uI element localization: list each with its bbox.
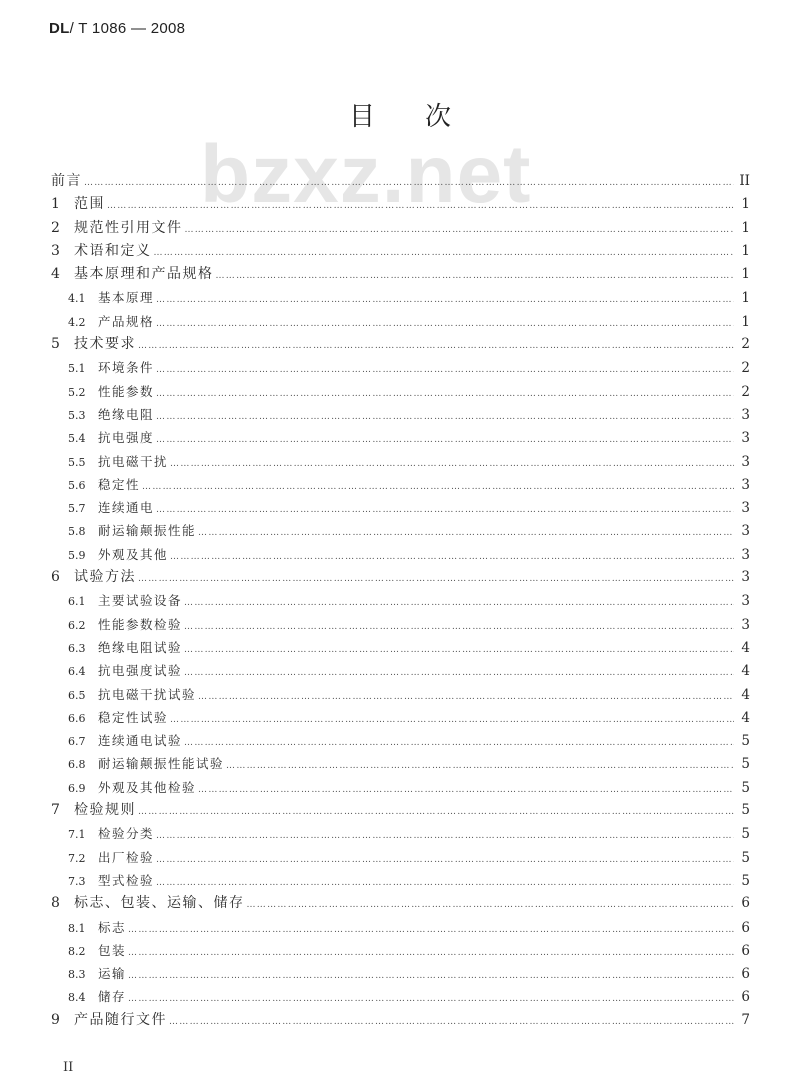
toc-entry-number: 5.6 [68,478,86,492]
toc-entry[interactable] [0,613,800,636]
toc-entry-label: 主要试验设备 [98,593,183,609]
toc-entry[interactable] [0,962,800,985]
toc-entry[interactable] [0,916,800,939]
toc-leader-dots [247,894,735,917]
toc-leader-dots [154,242,735,265]
toc-leader-dots [138,801,734,824]
toc-entry-label: 外观及其他检验 [98,779,197,795]
toc-entry[interactable] [0,543,800,566]
toc-entry-page: 6 [741,919,750,936]
toc-entry[interactable] [0,729,800,752]
toc-entry-number: 8 [51,895,60,912]
toc-entry-label: 性能参数检验 [98,616,183,632]
toc-entry[interactable] [0,706,800,729]
toc-entry-page: 3 [741,616,750,633]
toc-leader-dots [185,219,735,242]
toc-entry-label: 储存 [98,989,127,1005]
toc-entry-page: 4 [741,709,750,726]
document-header [49,20,185,37]
toc-entry-label: 技术要求 [74,336,136,353]
toc-entry-label: 标志 [98,919,127,935]
table-of-contents [0,170,800,1032]
toc-entry[interactable] [0,869,800,892]
toc-entry[interactable] [0,752,800,775]
toc-entry[interactable] [0,822,800,845]
toc-entry-number: 5.1 [68,362,86,376]
toc-entry-number: 5 [51,336,60,353]
standard-code: DL [49,20,70,37]
toc-entry-number: 5.4 [68,432,86,446]
toc-entry[interactable] [0,985,800,1008]
toc-entry[interactable] [0,310,800,333]
toc-leader-dots [138,335,734,358]
toc-entry[interactable] [0,566,800,589]
toc-entry-label: 基本原理和产品规格 [74,266,214,283]
toc-entry-page: 4 [741,639,750,656]
toc-entry[interactable] [0,636,800,659]
toc-entry-label: 术语和定义 [74,242,152,259]
toc-entry-label: 规范性引用文件 [74,219,183,236]
page-number: II [63,1060,74,1075]
toc-entry-label: 基本原理 [98,290,155,306]
toc-entry[interactable] [0,263,800,286]
toc-entry-label: 抗电强度 [98,430,155,446]
toc-entry-number: 5.5 [68,455,86,469]
toc-entry-number: 6.8 [68,758,86,772]
toc-entry-label: 范围 [74,196,105,213]
standard-number: / T 1086 — 2008 [69,20,186,37]
toc-entry-number: 9 [51,1011,60,1028]
toc-entry[interactable] [0,356,800,379]
toc-leader-dots [169,1011,734,1034]
toc-entry[interactable] [0,450,800,473]
toc-entry-label: 连续通电试验 [98,733,183,749]
toc-entry-number: 5.8 [68,525,86,539]
toc-entry-label: 绝缘电阻 [98,406,155,422]
toc-entry-page: 3 [741,593,750,610]
toc-entry[interactable] [0,286,800,309]
toc-entry-label: 包装 [98,942,127,958]
toc-entry-page: 5 [741,802,750,819]
toc-entry-page: 7 [741,1011,750,1028]
toc-entry-page: 5 [741,779,750,796]
toc-entry-page: 3 [741,453,750,470]
toc-entry-label: 抗电强度试验 [98,663,183,679]
toc-entry-number: 7 [51,802,60,819]
toc-entry-page: 1 [741,219,750,236]
toc-entry-page: 6 [741,942,750,959]
toc-entry-page: 1 [741,196,750,213]
toc-entry-label: 抗电磁干扰试验 [98,686,197,702]
toc-entry-number: 7.1 [68,828,86,842]
toc-entry-page: 3 [741,546,750,563]
toc-entry-page: 5 [741,872,750,889]
toc-entry[interactable] [0,496,800,519]
toc-leader-dots [84,172,734,195]
toc-entry-label: 产品规格 [98,313,155,329]
toc-entry-page: 1 [741,290,750,307]
toc-entry-number: 8.4 [68,991,86,1005]
toc-entry-page: 3 [741,569,750,586]
toc-entry-label: 出厂检验 [98,849,155,865]
toc-entry-page: 6 [741,966,750,983]
toc-entry-label: 耐运输颠振性能试验 [98,756,225,772]
toc-entry[interactable] [0,939,800,962]
toc-entry-label: 产品随行文件 [74,1011,167,1028]
toc-entry-label: 试验方法 [74,569,136,586]
toc-entry[interactable] [0,403,800,426]
toc-entry[interactable] [0,333,800,356]
toc-entry-label: 耐运输颠振性能 [98,523,197,539]
toc-entry-page: 3 [741,523,750,540]
toc-entry[interactable] [0,473,800,496]
toc-entry[interactable] [0,799,800,822]
toc-leader-dots [138,568,734,591]
toc-entry-number: 4.1 [68,292,86,306]
toc-entry-number: 1 [51,196,60,213]
toc-entry[interactable] [0,776,800,799]
toc-entry-number: 6.2 [68,618,86,632]
toc-entry-page: 6 [741,895,750,912]
toc-entry[interactable] [0,519,800,542]
toc-entry-number: 6.1 [68,595,86,609]
toc-entry-number: 2 [51,219,60,236]
toc-entry-number: 6 [51,569,60,586]
toc-entry[interactable] [0,426,800,449]
toc-entry-page: II [739,173,750,189]
toc-entry-label: 检验规则 [74,802,136,819]
toc-entry-label: 绝缘电阻试验 [98,639,183,655]
toc-entry[interactable] [0,170,800,193]
toc-entry-number: 5.2 [68,385,86,399]
toc-entry-page: 1 [741,313,750,330]
toc-entry-page: 6 [741,989,750,1006]
toc-entry-number: 6.3 [68,641,86,655]
toc-entry-label: 稳定性试验 [98,709,169,725]
toc-entry-number: 5.9 [68,548,86,562]
toc-entry[interactable] [0,240,800,263]
toc-entry[interactable] [0,892,800,915]
toc-entry-page: 5 [741,733,750,750]
toc-entry-number: 8.3 [68,968,86,982]
toc-entry-page: 1 [741,242,750,259]
watermark: bzxz.net [200,129,532,220]
toc-entry[interactable] [0,846,800,869]
toc-entry-number: 6.4 [68,665,86,679]
toc-entry-page: 3 [741,476,750,493]
toc-entry-label: 运输 [98,966,127,982]
toc-entry-number: 3 [51,242,60,259]
toc-entry-number: 6.6 [68,711,86,725]
toc-entry-label: 外观及其他 [98,546,169,562]
toc-entry-label: 检验分类 [98,826,155,842]
toc-entry-page: 1 [741,266,750,283]
toc-entry-page: 3 [741,500,750,517]
toc-entry[interactable] [0,380,800,403]
toc-entry-page: 3 [741,406,750,423]
toc-leader-dots [107,195,734,218]
toc-entry[interactable] [0,589,800,612]
toc-entry-page: 2 [741,383,750,400]
toc-entry-number: 4.2 [68,315,86,329]
toc-entry[interactable] [0,1009,800,1032]
toc-entry[interactable] [0,217,800,240]
toc-entry-number: 5.7 [68,502,86,516]
toc-entry-label: 标志、包装、运输、储存 [74,895,245,912]
toc-entry-number: 8.1 [68,921,86,935]
toc-entry-page: 2 [741,360,750,377]
toc-entry-number: 7.2 [68,851,86,865]
toc-entry-page: 4 [741,686,750,703]
toc-entry-page: 2 [741,336,750,353]
toc-entry-label: 性能参数 [98,383,155,399]
toc-entry-page: 5 [741,826,750,843]
toc-entry-label: 稳定性 [98,476,141,492]
toc-entry-label: 环境条件 [98,360,155,376]
toc-entry-number: 6.7 [68,735,86,749]
toc-entry-label: 型式检验 [98,872,155,888]
toc-entry[interactable] [0,193,800,216]
toc-entry-number: 6.5 [68,688,86,702]
toc-entry-number: 4 [51,266,60,283]
toc-entry-label: 前言 [51,173,82,189]
toc-entry-page: 5 [741,849,750,866]
toc-entry-page: 3 [741,430,750,447]
toc-entry-page: 5 [741,756,750,773]
toc-entry-number: 8.2 [68,944,86,958]
toc-entry-label: 抗电磁干扰 [98,453,169,469]
toc-entry-number: 7.3 [68,874,86,888]
page-title: 目次 [348,102,501,132]
toc-leader-dots [216,265,735,288]
toc-entry[interactable] [0,683,800,706]
toc-entry[interactable] [0,659,800,682]
toc-entry-label: 连续通电 [98,500,155,516]
toc-entry-page: 4 [741,663,750,680]
toc-entry-number: 5.3 [68,408,86,422]
toc-entry-number: 6.9 [68,781,86,795]
